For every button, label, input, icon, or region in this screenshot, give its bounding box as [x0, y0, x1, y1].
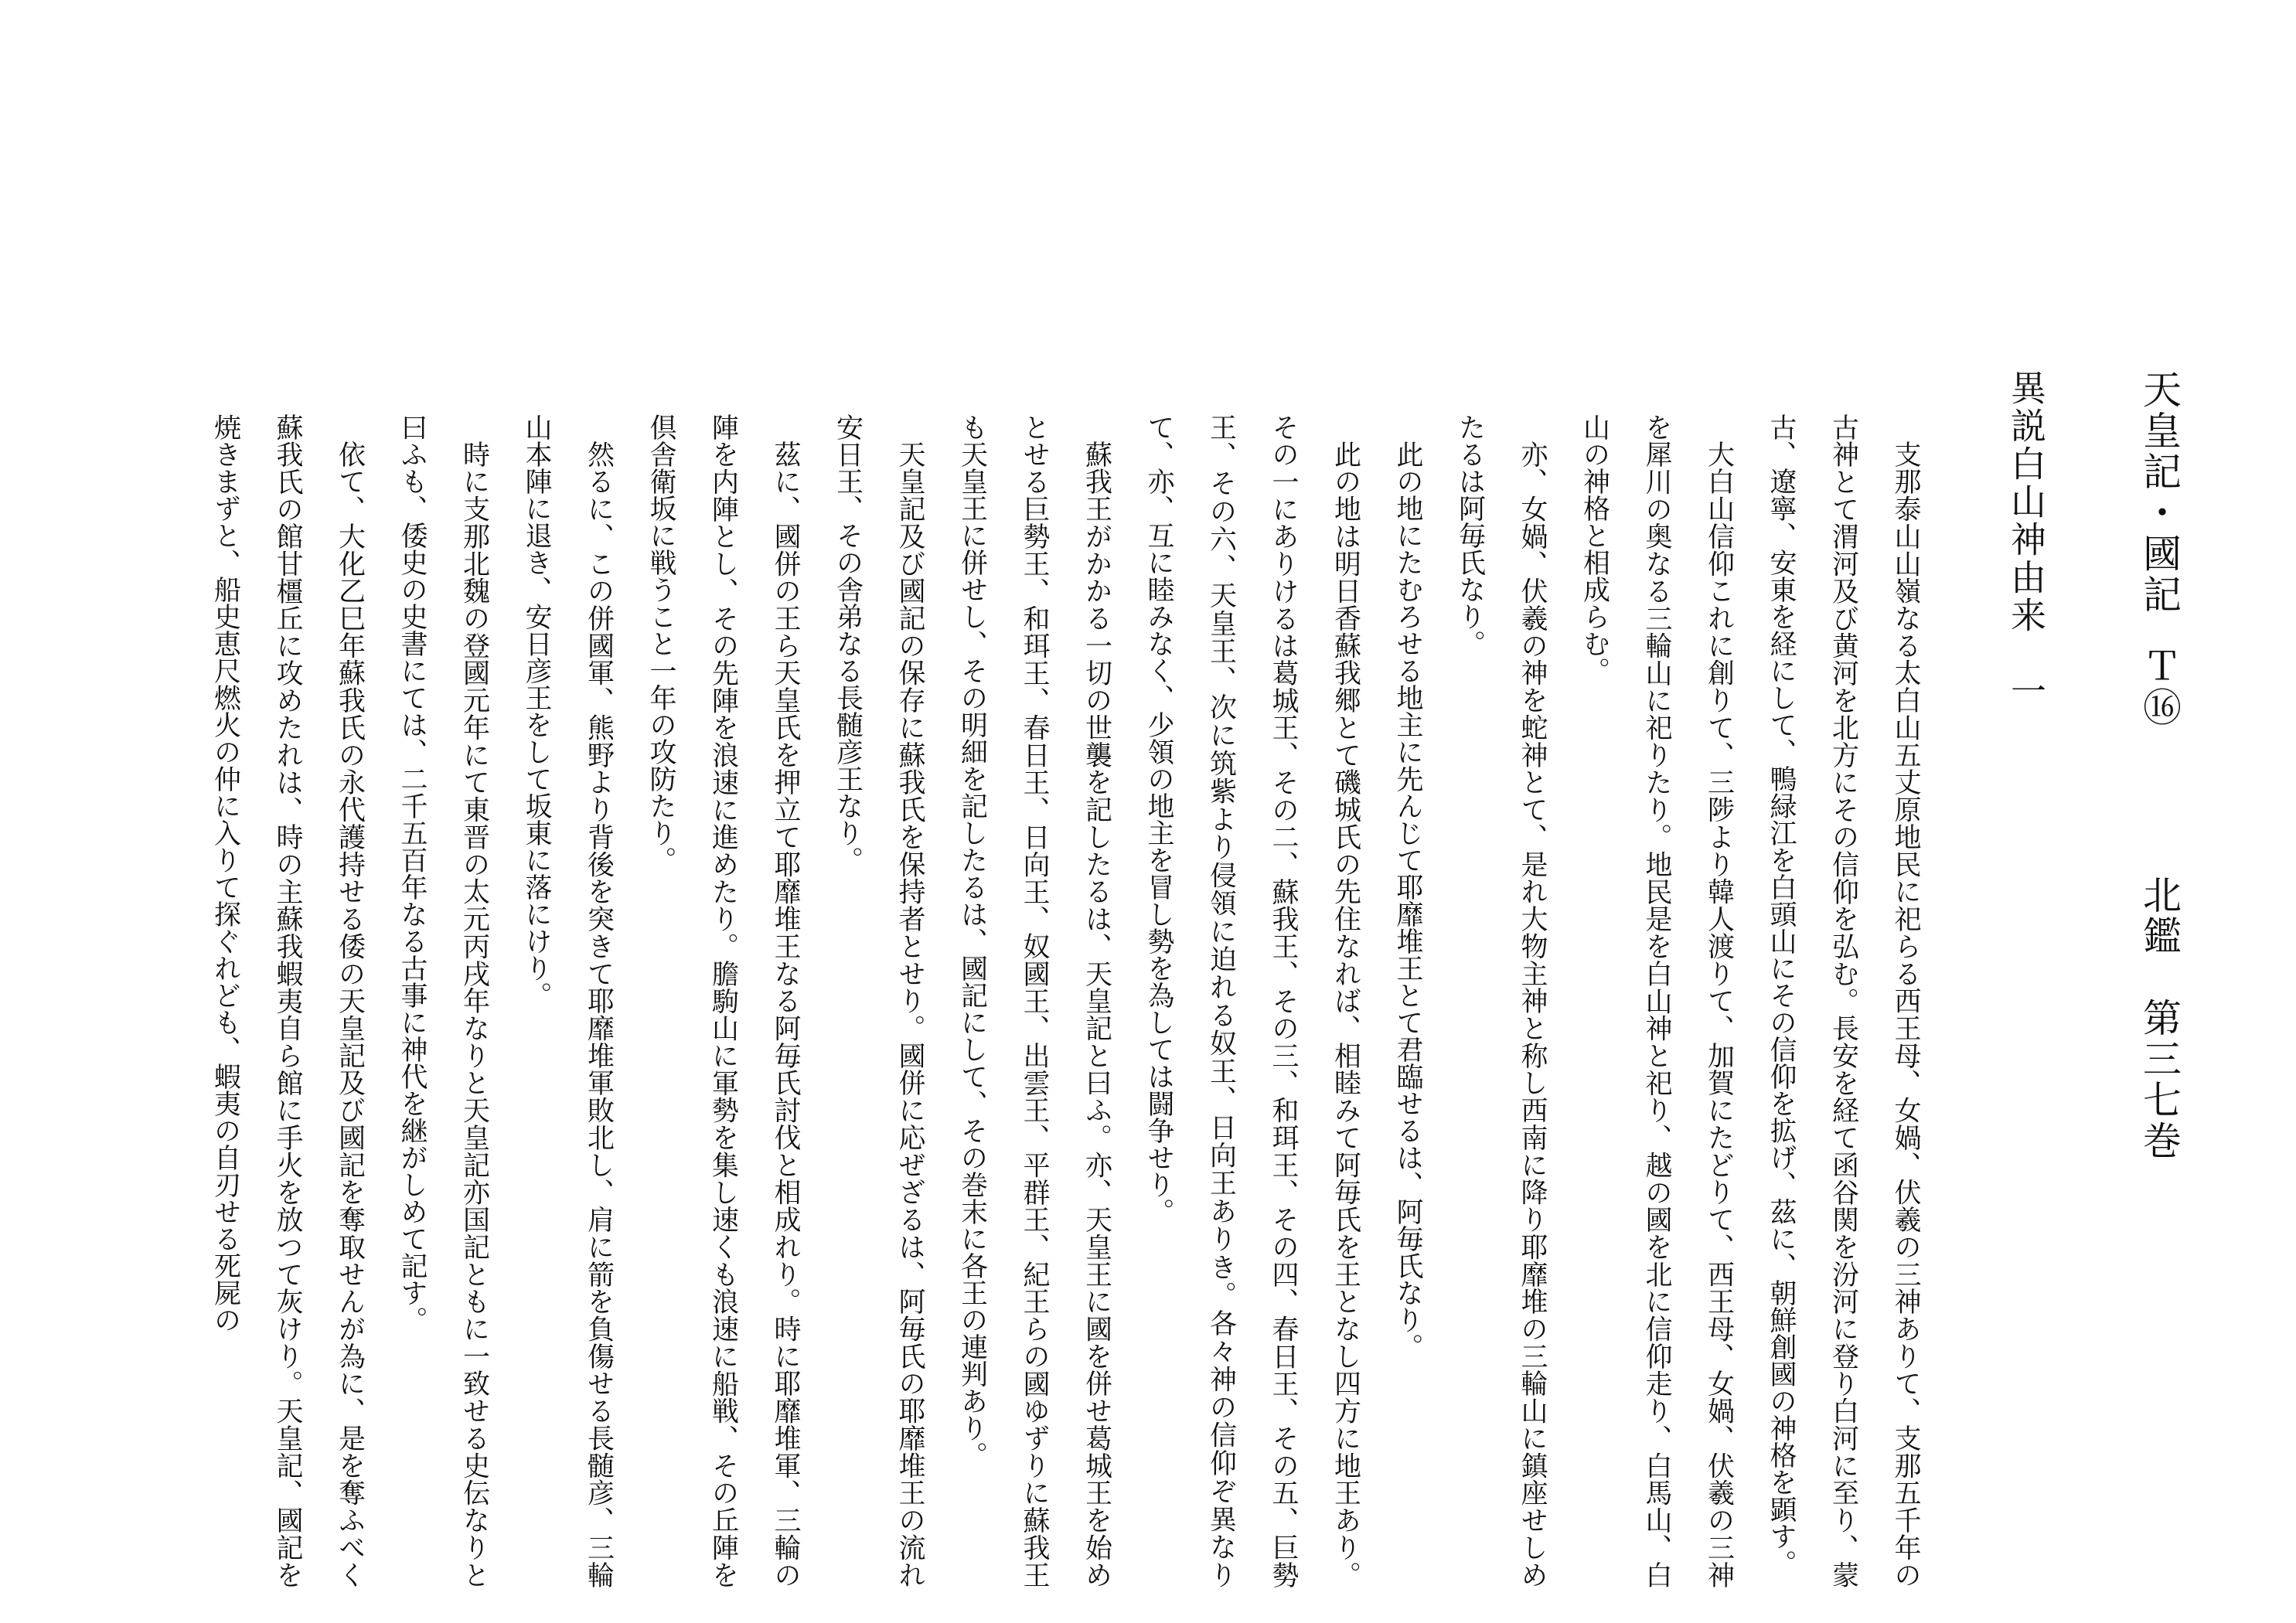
body-text: [201, 413, 1937, 1588]
paragraph: 此の地にたむろせる地主に先んじて耶靡堆王とて君臨せるは、阿毎氏なり。: [1392, 441, 1423, 1360]
paragraph: 支那泰山山嶺なる太白山五丈原地民に祀らる西王母、女媧、伏羲の三神ありて、支那五千年の古神とて渭河及び黄河を北方にその信仰を弘む。長安を経て函谷関を汾河に登り白河に至り、蒙古、遼寧、安東を経にして、鴨緑江を白頭山にその信仰を拡げ、茲に、朝鮮創國の神格を顕す。: [1766, 413, 1921, 1588]
header-series: 北鑑 第三七巻: [2137, 875, 2182, 1162]
paragraph: 然るに、この併國軍、熊野より背後を突きて耶靡堆軍敗北し、肩に箭を負傷せる長髄彦、三輪山本陣に退き、安日彦王をして坂東に落にけり。: [521, 413, 615, 1588]
paragraph: 依て、大化乙巳年蘇我氏の永代護持せる倭の天皇記及び國記を奪取せんが為に、是を奪ふべく蘇我氏の館甘橿丘に攻めたれは、時の主蘇我蝦夷自ら館に手火を放つて灰けり。天皇記、國記を焼きまずと、船史恵尺燃火の仲に入りて探ぐれども、蝦夷の自刃せる死屍の: [210, 413, 366, 1588]
paragraph: 大白山信仰これに創りて、三陟より韓人渡りて、加賀にたどりて、西王母、女媧、伏羲の三神を犀川の奥なる三輪山に祀りたり。地民是を白山神と祀り、越の國を北に信仰走り、白馬山、白山の神格と相成らむ。: [1579, 413, 1735, 1588]
paragraph: 亦、女媧、伏羲の神を蛇神とて、是れ大物主神と称し西南に降り耶靡堆の三輪山に鎮座せしめたるは阿毎氏なり。: [1454, 413, 1548, 1588]
paragraph: 茲に、國併の王ら天皇氏を押立て耶靡堆王なる阿毎氏討伐と相成れり。時に耶靡堆軍、三輪の陣を内陣とし、その先陣を浪速に進めたり。膽駒山に軍勢を集し速くも浪速に船戦、その丘陣を倶舎衛坂に戦うこと一年の攻防たり。: [646, 413, 801, 1588]
header-code: Ｔ⑯: [2137, 646, 2182, 728]
paragraph: 此の地は明日香蘇我郷とて磯城氏の先住なれば、相睦みて阿毎氏を王となし四方に地王あり。その一にありけるは葛城王、その二、蘇我王、その三、和珥王、その四、春日王、その五、巨勢王、その六、天皇王、次に筑紫より侵領に迫れる奴王、日向王ありき。各々神の信仰ぞ異なりて、亦、互に睦みなく、少領の地主を冒し勢を為しては闘争せり。: [1143, 413, 1361, 1588]
paragraph: 時に支那北魏の登國元年にて東晋の太元丙戌年なりと天皇記亦国記ともに一致せる史伝なりと曰ふも、倭史の史書にては、二千五百年なる古事に神代を継がしめて記す。: [397, 413, 490, 1588]
section-title: 異説白山神由来 一: [2005, 369, 2047, 710]
paragraph: 天皇記及び國記の保存に蘇我氏を保持者とせり。國併に応ぜざるは、阿毎氏の耶靡堆王の流れ安日王、その舎弟なる長髄彦王なり。: [832, 413, 925, 1588]
header-title: 天皇記・國記: [2137, 369, 2182, 615]
running-header: [2137, 369, 2182, 1162]
paragraph: 蘇我王がかかる一切の世襲を記したるは、天皇記と曰ふ。亦、天皇王に國を併せ葛城王を始めとせる巨勢王、和珥王、春日王、日向王、奴國王、出雲王、平群王、紀王らの國ゆずりに蘇我王も天皇王に併せし、その明細を記したるは、國記にして、その巻末に各王の連判あり。: [956, 413, 1112, 1588]
